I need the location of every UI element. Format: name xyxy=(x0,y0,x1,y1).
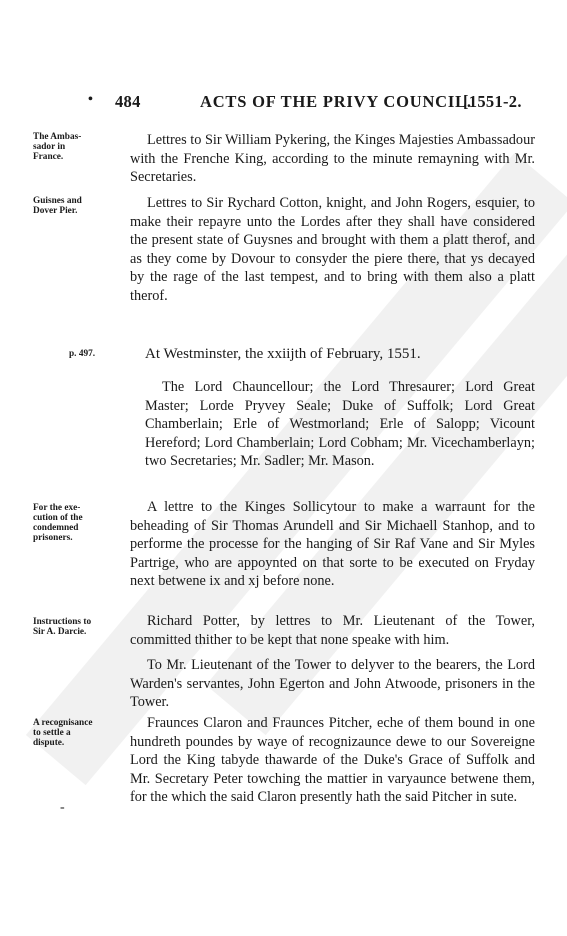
paragraph-potter: Richard Potter, by lettres to Mr. Lieutenant of the Tower, committed thither to be kept that none speake with him. xyxy=(130,613,535,648)
year-range: [1551-2. xyxy=(463,92,522,111)
margin-dash: - xyxy=(60,800,65,815)
margin-note-darcie: Instructions to Sir A. Darcie. xyxy=(33,617,92,637)
paragraph-ambassador: Lettres to Sir William Pykering, the Kinges Majesties Ambassadour with the Frenche King, according to the minute remayning with Mr. Secretaries. xyxy=(130,132,535,186)
page-header xyxy=(0,92,567,116)
paragraph-execution: A lettre to the Kinges Sollicytour to make a warraunt for the beheading of Sir Thomas Arundell and Sir Michaell Stanhop, and to performe the processe for the hanging of Sir Raf Vane and Sir Myles Partrige, who are appoynted on that sorte to be executed on Fryday next betwene ix and xj before none. xyxy=(130,499,535,590)
paragraph-recognisance: Fraunces Claron and Fraunces Pitcher, eche of them bound in one hundreth poundes by waye of recognizaunce dewe to our Sovereigne Lord the King tabyde thawarde of the Duke's Grace of Suffolk and Mr. Secretary Peter towching the mattier in varyaunce betwene them, for the which the said Claron presently hath the said Pitcher in sute. xyxy=(130,715,535,806)
bullet-dot: • xyxy=(88,92,93,107)
attendance-list: The Lord Chauncellour; the Lord Thresaurer; Lord Great Master; Lorde Pryvey Seale; Duke of Suffolk; Lord Great Chamberlain; Erle of Westmorland; Erle of Salopp; Vicount Hereford; Lord Chamberlain; Lord Cobham; Mr. Vicechamberlayn; two Secretaries; Mr. Sadler; Mr. Mason. xyxy=(145,379,535,470)
meeting-heading: At Westminster, the xxiijth of February, 1551. xyxy=(145,346,421,362)
paragraph-guisnes: Lettres to Sir Rychard Cotton, knight, and John Rogers, esquier, to make their repayre unto the Lordes after they shall have considered the present state of Guysnes and brought with them a platt therof, and as they come by Dovour to consyder the piere there, that ys decayed by the rage of the last tempest, and to bring with them also a platt therof. xyxy=(130,195,535,304)
paragraph-lieutenant: To Mr. Lieutenant of the Tower to delyver to the bearers, the Lord Warden's servantes, John Egerton and John Atwoode, prisoners in the Tower. xyxy=(130,657,535,711)
page-number: 484 xyxy=(115,92,141,111)
margin-note-page-ref: p. 497. xyxy=(69,349,96,359)
margin-note-execution: For the exe- cution of the condemned prisoners. xyxy=(33,503,83,543)
margin-note-ambassador: The Ambas- sador in France. xyxy=(33,132,82,162)
margin-note-recognisance: A recognisance to settle a dispute. xyxy=(33,718,93,748)
margin-note-guisnes: Guisnes and Dover Pier. xyxy=(33,196,82,216)
running-title: ACTS OF THE PRIVY COUNCIL. xyxy=(200,92,472,111)
